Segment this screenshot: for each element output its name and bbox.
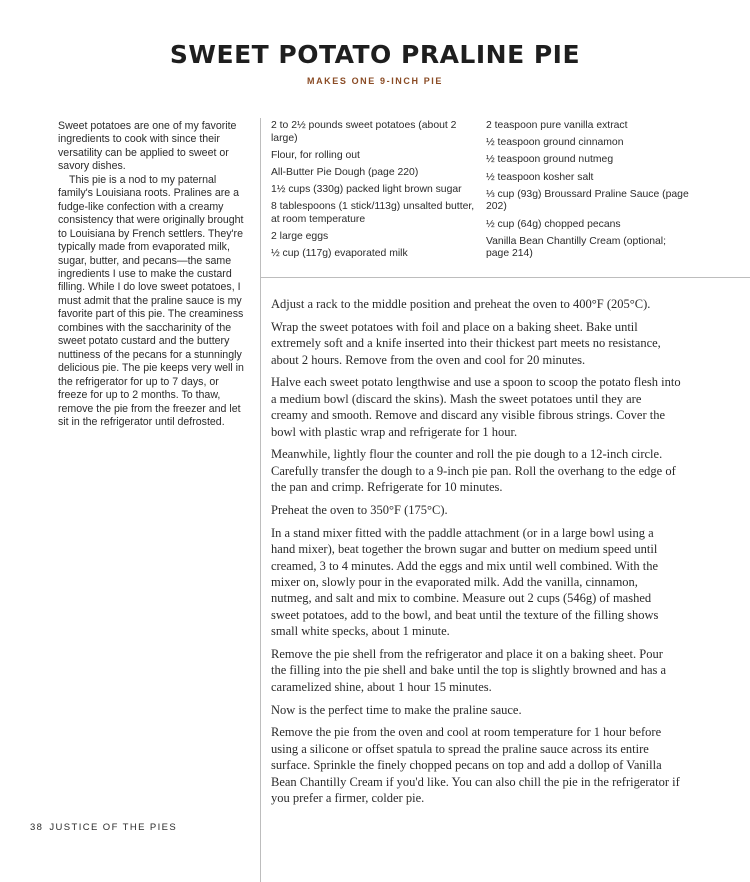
headnote: [58, 120, 250, 429]
recipe-title: SWEET POTATO PRALINE PIE: [169, 40, 581, 69]
method-step: Now is the perfect time to make the praline sauce.: [271, 702, 522, 717]
method-step: Preheat the oven to 350°F (175°C).: [271, 503, 448, 518]
ingredient-item: ½ cup (64g) chopped pecans: [486, 218, 621, 230]
ingredient-item: ½ cup (117g) evaporated milk: [271, 248, 408, 260]
method-steps: [271, 296, 681, 813]
ingredient-item: All-Butter Pie Dough (page 220): [271, 166, 419, 178]
ingredient-item: Flour, for rolling out: [271, 149, 360, 161]
ingredient-list-column-2: [486, 120, 691, 266]
ingredient-item: ½ teaspoon ground nutmeg: [486, 154, 614, 166]
method-step: Wrap the sweet potatoes with foil and place on a baking sheet. Bake until extremely soft and a knife inserted into their thickest part meets no resistance, about 2 hours. Remove from the oven and cool for 20 minutes.: [271, 319, 661, 367]
ingredient-list-column-1: [271, 120, 476, 266]
ingredient-item: 1½ cups (330g) packed light brown sugar: [271, 184, 462, 196]
method-step: Meanwhile, lightly flour the counter and roll the pie dough to a 12-inch circle. Carefully transfer the dough to a 9-inch pie pan. Roll the overhang to the edge of the pan and crimp. Refrigerate for 10 minutes.: [271, 447, 676, 495]
method-step: In a stand mixer fitted with the paddle attachment (or in a large bowl using a hand mixer), beat together the brown sugar and butter on medium speed until creamed, 3 to 4 minutes. Add the eggs and mix until well combined. With the mixer on, slowly pour in the evaporated milk. Add the vanilla, cinnamon, nutmeg, and salt and mix to combine. Measure out 2 cups (546g) of mashed sweet potatoes, add to the bowl, and beat until the texture of the filling shows small white specks, about 1 minute.: [271, 525, 659, 639]
headnote-paragraph: This pie is a nod to my paternal family's Louisiana roots. Pralines are a fudge-like confection with a creamy consistency that were originally brought to Louisiana by French settlers. They're typically made from evaporated milk, sugar, butter, and pecans—the same ingredients I use to make the custard filling. While I do love sweet potatoes, I must admit that the praline sauce is my favorite part of this pie. The creaminess combines with the saccharinity of the sweet potato custard and the buttery nuttiness of the pecans for a stunningly delicious pie. The pie keeps very well in the refrigerator for up to 7 days, or freeze for up to 2 months. To thaw, remove the pie from the freezer and let sit in the refrigerator until defrosted.: [58, 173, 244, 428]
ingredient-item: ⅓ cup (93g) Broussard Praline Sauce (page 202): [486, 188, 689, 213]
method-step: Halve each sweet potato lengthwise and use a spoon to scoop the potato flesh into a medium bowl (discard the skins). Mash the sweet potatoes until they are creamy and smooth. Remove and discard any visible fibrous strings. Cover the bowl with plastic wrap and refrigerate for 1 hour.: [271, 375, 681, 439]
headnote-paragraph: Sweet potatoes are one of my favorite ingredients to cook with since their versatility can be applied to sweet or savory dishes.: [58, 120, 237, 173]
ingredient-item: 2 to 2½ pounds sweet potatoes (about 2 large): [271, 120, 457, 144]
ingredient-item: 2 large eggs: [271, 231, 329, 243]
recipe-yield: MAKES ONE 9-INCH PIE: [306, 76, 443, 86]
page-number: 38: [30, 822, 44, 833]
method-step: Adjust a rack to the middle position and preheat the oven to 400°F (205°C).: [271, 297, 651, 311]
column-divider-vertical: [260, 118, 261, 882]
ingredient-item: Vanilla Bean Chantilly Cream (optional; page 214): [486, 235, 667, 260]
ingredient-item: 2 teaspoon pure vanilla extract: [486, 120, 628, 131]
method-step: Remove the pie from the oven and cool at room temperature for 1 hour before using a silicone or offset spatula to spread the praline sauce across its entire surface. Sprinkle the finely chopped pecans on top and add a dollop of Vanilla Bean Chantilly Cream if you'd like. You can also chill the pie in the refrigerator if you prefer a firmer, colder pie.: [271, 725, 680, 806]
ingredient-item: ½ teaspoon ground cinnamon: [486, 137, 624, 149]
ingredient-item: ½ teaspoon kosher salt: [486, 171, 594, 183]
section-divider-horizontal: [260, 277, 750, 278]
page-footer: [30, 822, 177, 833]
book-title: JUSTICE OF THE PIES: [49, 822, 178, 833]
ingredient-item: 8 tablespoons (1 stick/113g) unsalted butter, at room temperature: [271, 201, 475, 225]
method-step: Remove the pie shell from the refrigerator and place it on a baking sheet. Pour the filling into the pie shell and bake until the top is slightly browned and has a caramelized shine, about 1 hour 15 minutes.: [271, 647, 667, 694]
